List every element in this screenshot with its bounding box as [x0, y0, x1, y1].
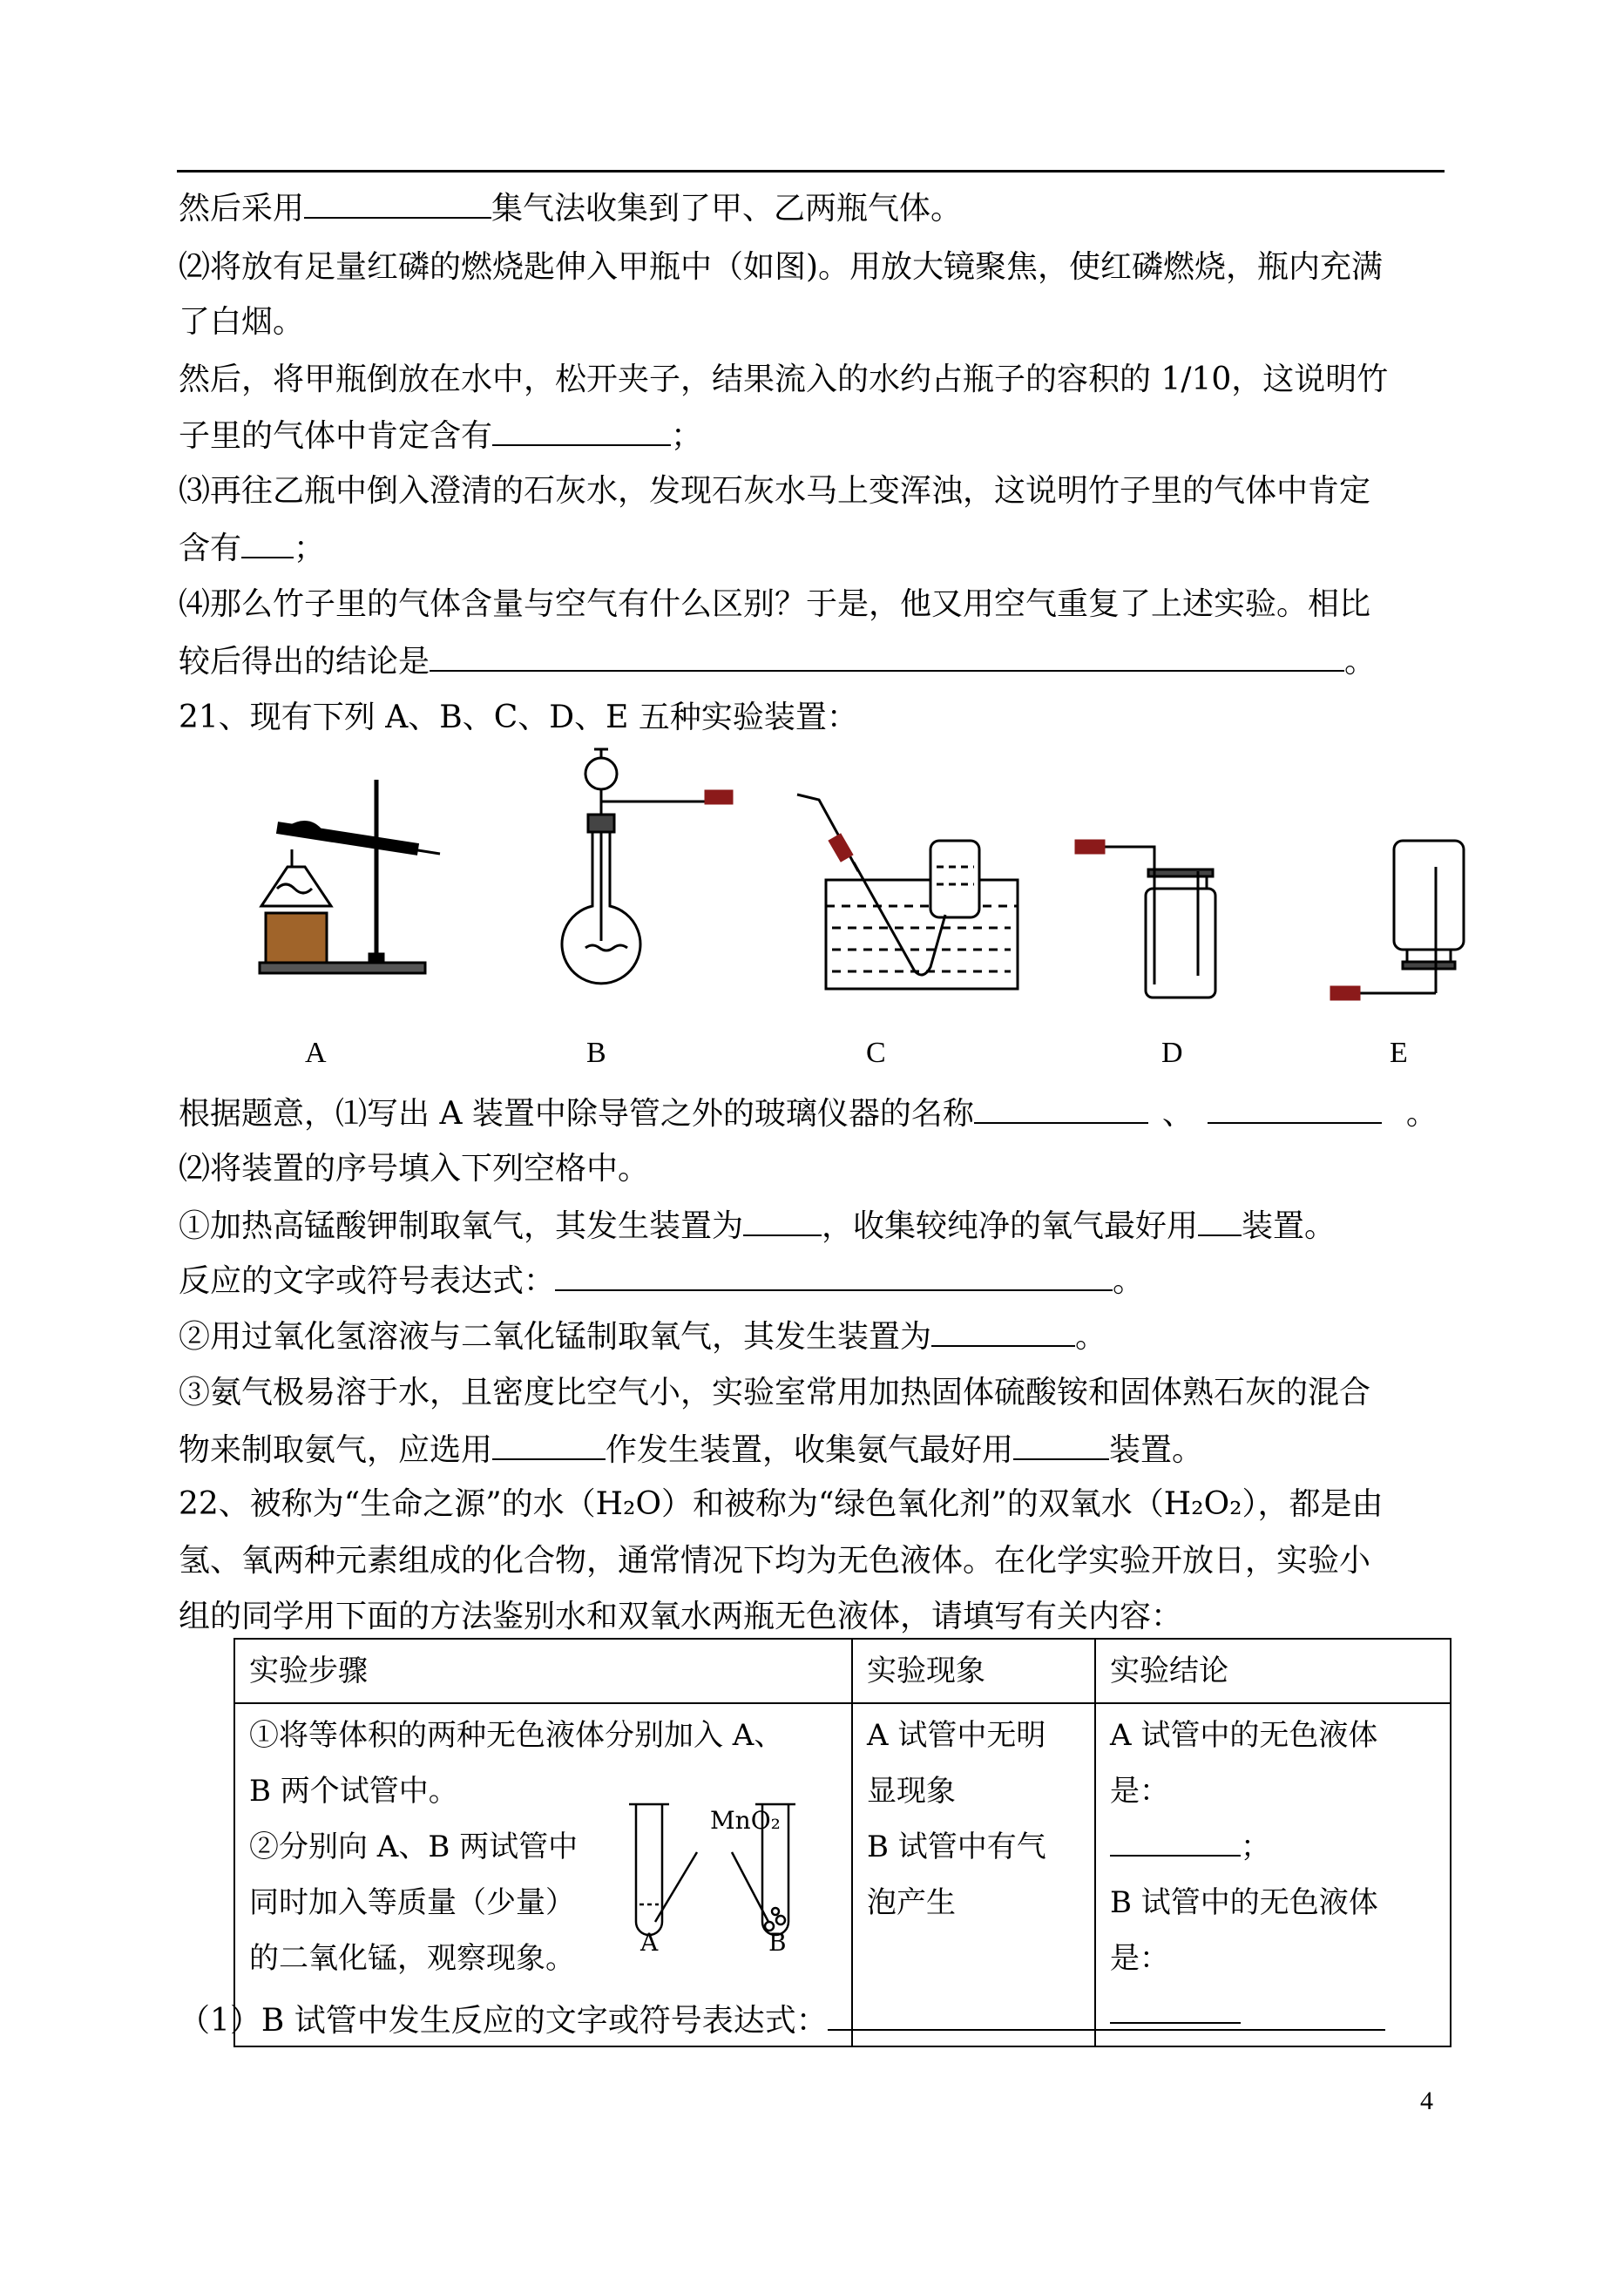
answer-blank[interactable]	[555, 1260, 1113, 1291]
answer-blank[interactable]	[743, 1205, 822, 1236]
q21-line-6: ③氨气极易溶于水，且密度比空气小，实验室常用加热固体硫酸铵和固体熟石灰的混合	[179, 1375, 1371, 1410]
obs-a-1: A 试管中无明	[867, 1718, 1046, 1753]
apparatus-d-drawing	[1076, 841, 1215, 998]
apparatus-label-a: A	[305, 1037, 327, 1069]
answer-blank[interactable]	[1208, 1092, 1382, 1124]
text: 。	[1344, 644, 1377, 680]
answer-blank[interactable]	[1110, 1825, 1241, 1857]
q21-line-1	[179, 1092, 1438, 1135]
header-cell: 实验结论	[1095, 1639, 1451, 1703]
q20-line-8: ⑷那么竹子里的气体含量与空气有什么区别？于是，他又用空气重复了上述实验。相比	[179, 586, 1371, 622]
apparatus-label-c: C	[866, 1037, 886, 1069]
obs-b-2: 泡产生	[867, 1885, 956, 1920]
q20-line-4: 然后，将甲瓶倒放在水中，松开夹子，结果流入的水约占瓶子的容积的 1/10，这说明竹	[179, 362, 1389, 397]
text: 然后采用	[179, 191, 305, 227]
apparatus-c-drawing	[797, 795, 1018, 989]
answer-blank[interactable]	[931, 1316, 1075, 1347]
text: 装置。	[1242, 1208, 1336, 1244]
apparatus-label-b: B	[586, 1037, 606, 1069]
text: 装置。	[1109, 1432, 1204, 1468]
step-2a: ②分别向 A、B 两试管中	[249, 1830, 579, 1864]
apparatus-label-e: E	[1390, 1037, 1408, 1069]
q21-line-3	[179, 1205, 1336, 1248]
q22-line-2: 氢、氧两种元素组成的化合物，通常情况下均为无色液体。在化学实验开放日，实验小	[179, 1543, 1371, 1579]
answer-blank[interactable]	[1198, 1205, 1242, 1236]
text: ；	[671, 418, 703, 454]
apparatus-e-drawing	[1331, 841, 1464, 999]
q22-line-1: 22、被称为“生命之源”的水（H₂O）和被称为“绿色氧化剂”的双氧水（H₂O₂），都是由	[179, 1486, 1384, 1522]
text: 、	[1161, 1096, 1194, 1132]
steps-cell	[234, 1703, 852, 2046]
conclusion-cell	[1095, 1703, 1451, 2046]
text: 子里的气体中肯定含有	[179, 418, 493, 454]
text: ②用过氧化氢溶液与二氧化锰制取氧气，其发生装置为	[179, 1319, 932, 1355]
q20-line-3: 了白烟。	[179, 304, 305, 340]
table-row	[234, 1703, 1451, 2046]
page-number: 4	[1420, 2087, 1433, 2115]
experiment-table	[233, 1638, 1451, 2047]
text: （1）B 试管中发生反应的文字或符号表达式：	[179, 2003, 828, 2039]
tube-b-label: B	[768, 1928, 787, 1957]
apparatus-a-drawing	[260, 780, 440, 973]
obs-b-1: B 试管中有气	[867, 1830, 1046, 1864]
q21-line-4	[179, 1260, 1144, 1302]
con-a: A 试管中的无色液体是：	[1110, 1718, 1378, 1809]
text: 。	[1113, 1263, 1145, 1299]
step-1a: ①将等体积的两种无色液体分别加入 A、	[249, 1718, 784, 1753]
text: 物来制取氨气，应选用	[179, 1432, 493, 1468]
answer-blank[interactable]	[828, 1999, 1385, 2031]
text: 较后得出的结论是	[179, 644, 430, 680]
q20-line-2: ⑵将放有足量红磷的燃烧匙伸入甲瓶中（如图)。用放大镜聚焦，使红磷燃烧，瓶内充满	[179, 249, 1384, 285]
q21-title: 21、现有下列 A、B、C、D、E 五种实验装置：	[179, 700, 858, 735]
mno2-label: MnO₂	[710, 1806, 781, 1835]
tube-a-label: A	[640, 1928, 659, 1957]
obs-a-2: 显现象	[867, 1774, 956, 1809]
step-2c: 的二氧化锰，观察现象。	[249, 1941, 575, 1976]
con-a-answer	[1110, 1819, 1436, 1875]
text: 集气法收集到了甲、乙两瓶气体。	[491, 191, 963, 227]
step-2b: 同时加入等质量（少量）	[249, 1885, 575, 1920]
q21-line-5	[179, 1316, 1106, 1358]
text: 反应的文字或符号表达式：	[179, 1263, 556, 1299]
text: ①加热高锰酸钾制取氧气，其发生装置为	[179, 1208, 744, 1244]
text: 。	[1405, 1096, 1438, 1132]
header-cell: 实验现象	[852, 1639, 1095, 1703]
answer-blank[interactable]	[974, 1092, 1148, 1124]
text: 作发生装置，收集氨气最好用	[606, 1432, 1014, 1468]
table-header-row	[234, 1639, 1451, 1703]
step-1b: B 两个试管中。	[249, 1774, 458, 1809]
apparatus-label-d: D	[1161, 1037, 1183, 1069]
text: ；	[294, 531, 326, 566]
q21-line-2: ⑵将装置的序号填入下列空格中。	[179, 1151, 650, 1187]
answer-blank[interactable]	[1013, 1429, 1109, 1460]
text: 根据题意，⑴写出 A 装置中除导管之外的玻璃仪器的名称	[179, 1096, 974, 1132]
text: ，收集较纯净的氧气最好用	[822, 1208, 1199, 1244]
header-cell: 实验步骤	[234, 1639, 852, 1703]
observation-cell	[852, 1703, 1095, 2046]
q20-line-6: ⑶再往乙瓶中倒入澄清的石灰水，发现石灰水马上变浑浊，这说明竹子里的气体中肯定	[179, 473, 1371, 509]
q22-final-line	[179, 1999, 1385, 2042]
apparatus-figure	[0, 0, 1624, 1028]
apparatus-b-drawing	[562, 749, 732, 984]
text: 。	[1075, 1319, 1107, 1355]
q21-line-7	[179, 1429, 1203, 1471]
text: ；	[1241, 1830, 1270, 1864]
q22-line-3: 组的同学用下面的方法鉴别水和双氧水两瓶无色液体，请填写有关内容：	[179, 1599, 1183, 1634]
con-b: B 试管中的无色液体是：	[1110, 1885, 1378, 1976]
answer-blank[interactable]	[492, 1429, 606, 1460]
text: 含有	[179, 531, 242, 566]
